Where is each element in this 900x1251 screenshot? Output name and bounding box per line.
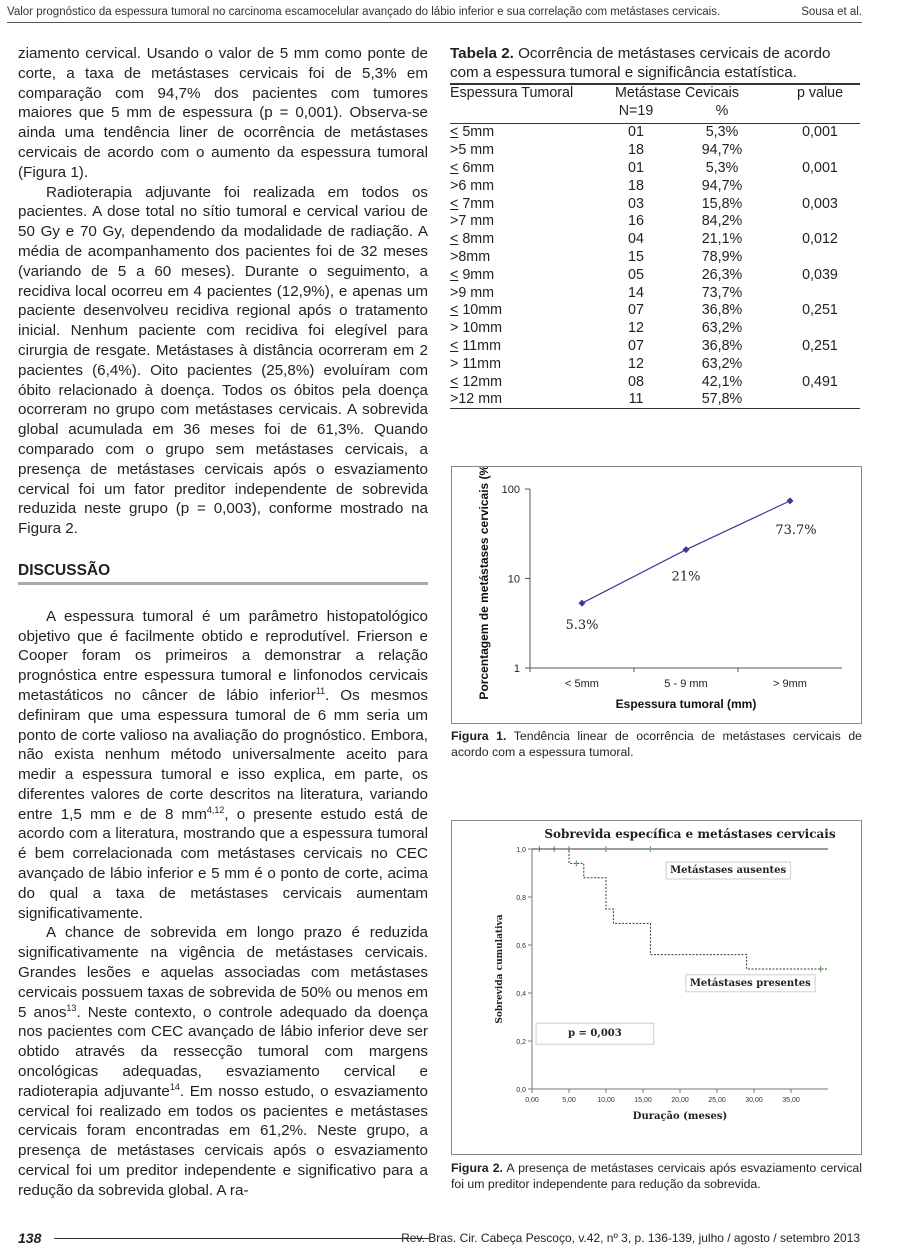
table-cell: 5,3% — [705, 124, 739, 141]
table-cell: 15,8% — [701, 195, 743, 212]
y-tick-label: 0,0 — [516, 1087, 526, 1094]
table-row — [450, 230, 860, 248]
table-2 — [450, 44, 860, 409]
chart-title: Sobrevida específica e metástases cervicais — [544, 827, 836, 841]
table-cell: 18 — [628, 177, 644, 194]
table-cell: 11 — [608, 391, 664, 409]
x-tick-label: 15,00 — [634, 1097, 652, 1104]
table-cell: 07 — [628, 338, 644, 355]
table-cell: 04 — [628, 231, 644, 248]
data-point — [787, 497, 794, 504]
table-cell: 0,251 — [802, 338, 838, 355]
table-cell — [780, 177, 860, 195]
y-tick-label: 0,8 — [516, 895, 526, 902]
column-header: Espessura Tumoral — [450, 85, 574, 101]
table-cell: 0,491 — [802, 373, 838, 390]
x-axis-title: Espessura tumoral (mm) — [615, 697, 757, 711]
table-cell: 08 — [628, 373, 644, 390]
table-cell: >6 mm — [450, 177, 495, 194]
citation-ref: 14 — [169, 1081, 180, 1092]
table-cell: 94,7% — [701, 177, 743, 194]
table-cell: 94,7% — [701, 142, 743, 159]
paragraph: Radioterapia adjuvante foi realizada em todos os pacientes. A dose total no sítio tumoral e cervical variou de 50 Gy e 70 Gy, dependendo da modalidade de radiação. A média de acompanhamento dos pacientes foi de 32 meses (variando de 5 a 60 meses). Durante o seguimento, a recidiva local ocorreu em 4 pacientes (12,9%), e apenas um paciente desenvolveu recidiva regional após o tratamento inicial. Nenhum paciente com recidiva foi elegível para cirurgia de resgate. Metástases à distância ocorreram em 2 pacientes (6,4%). Oito pacientes (25,8%) evoluíram com óbito relacionado à doença. Todos os óbitos pela doença ocorreram no grupo com metástases cervicais. A sobrevida global acumulada em 36 meses foi de 61,3%. Quando comparado com o grupo sem metástases cervicais, a presença de metástases cervicais após o esvaziamento cervical foi um fator preditor independente de sobrevida reduzida neste grupo (p = 0,003), conforme mostrado na Figura 2. — [18, 183, 428, 538]
table-cell: 0,012 — [802, 231, 838, 248]
table-cell: 26,3% — [701, 266, 743, 283]
table-cell: < 8mm — [450, 231, 495, 248]
y-axis-title: Porcentagem de metástases cervicais (% ) — [477, 467, 491, 700]
y-tick-label: 1 — [513, 663, 520, 675]
y-axis-title: Sobrevida cumulativa — [495, 914, 505, 1024]
table-title: Tabela 2. Ocorrência de metástases cervicais de acordo com a espessura tumoral e significância estatística. — [450, 44, 860, 85]
data-point — [579, 600, 586, 607]
x-tick-label: 35,00 — [782, 1097, 800, 1104]
table-cell: 63,2% — [701, 320, 743, 337]
table-cell: 0,001 — [802, 124, 838, 141]
table-cell: 63,2% — [701, 355, 743, 372]
table-cell: 16 — [628, 213, 644, 230]
table-cell — [780, 391, 860, 409]
table-cell — [780, 141, 860, 159]
citation-ref: 11 — [315, 685, 326, 696]
y-tick-label: 0,6 — [516, 943, 526, 950]
data-label: 21% — [671, 569, 701, 585]
table-cell: 0,003 — [802, 195, 838, 212]
x-tick-label: > 9mm — [773, 678, 807, 690]
table-cell: 12 — [628, 320, 644, 337]
table-cell — [780, 284, 860, 302]
paragraph: A chance de sobrevida em longo prazo é reduzida significativamente na vigência de metástases cervicais. Grandes lesões e aquelas associadas com metástases cervicais possuem taxas de sobrevida de 50% ou menos em 5 anos$^{13}$. Neste contexto, o controle adequado da doença nos pacientes com CEC avançado de lábio inferior deve ser obtido através da ressecção tumoral com margens oncológicas adequadas, esvaziamento cervical e radioterapia adjuvante$^{14}$. Em nosso estudo, o esvaziamento cervical foi realizado em todos os pacientes e metástases cervicais foram encontradas em 61,2%. Neste grupo, a presença de metástases cervicais após o esvaziamento cervical foi um preditor independente e significativo para a redução da sobrevida global. A ra- — [18, 924, 428, 1199]
paragraph: A espessura tumoral é um parâmetro histopatológico objetivo que é facilmente obtido e reprodutível. Frierson e Cooper foram os primeiros a demonstrar a relação prognóstica entre espessura tumoral e linfonodos cervicais metastáticos no câncer de lábio inferior$^{11}$. Os mesmos definiram que uma espessura tumoral de 6 mm seria um ponto de corte valioso na avaliação do prognóstico. Embora, não exista nenhum método universalmente aceito para medir a espessura tumoral e isso explica, em parte, os diferentes valores de corte descritos na literatura, variando entre 1,5 mm e de 8 mm$^{4,12}$, o presente estudo está de acordo com a literatura, mostrando que a espessura tumoral é bem correlacionada com metástases cervicais no CEC avançado de lábio inferior e 5 mm é o ponto de corte, acima do qual a taxa de metástases cervicais aumentam significativamente. — [18, 607, 428, 922]
table-cell: 0,251 — [802, 302, 838, 319]
data-table — [450, 85, 860, 409]
y-tick-label: 10 — [507, 573, 520, 586]
x-tick-label: < 5mm — [565, 678, 599, 690]
section-heading: DISCUSSÃO — [18, 561, 428, 585]
table-cell: 5,3% — [705, 160, 739, 177]
table-cell: 36,8% — [701, 302, 743, 319]
table-cell: 0,001 — [802, 160, 838, 177]
table-cell — [780, 319, 860, 337]
x-axis-title: Duração (meses) — [632, 1111, 728, 1122]
table-row — [450, 123, 860, 141]
table-cell: 36,8% — [701, 338, 743, 355]
table-cell: >9 mm — [450, 284, 495, 301]
table-cell: 01 — [628, 124, 644, 141]
table-row — [450, 284, 860, 302]
table-cell: < 6mm — [450, 160, 495, 177]
p-value-annotation: p = 0,003 — [568, 1028, 622, 1040]
table-row — [450, 177, 860, 195]
x-tick-label: 10,00 — [597, 1097, 615, 1104]
header-authors: Sousa et al. — [801, 6, 862, 18]
column-header: p value — [796, 85, 844, 101]
table-cell: 15 — [628, 249, 644, 266]
table-cell: 18 — [628, 142, 644, 159]
table-cell: 05 — [628, 266, 644, 283]
x-tick-label: 25,00 — [708, 1097, 726, 1104]
paragraph: ziamento cervical. Usando o valor de 5 mm como ponte de corte, a taxa de metástases cervicais foi de 5,3% em comparação com 94,7% dos pacientes com tumores maiores que 5 mm de espessura (p = 0,001). Observa-se ainda uma tendência liner de ocorrência de metástases cervicais de acordo com o aumento da espessura tumoral (Figura 1). — [18, 45, 428, 181]
table-cell: 78,9% — [701, 249, 743, 266]
y-tick-label: 100 — [501, 484, 520, 496]
survival-curve-chart — [452, 821, 861, 1154]
citation-ref: 13 — [66, 1002, 77, 1013]
table-cell: >7 mm — [450, 213, 495, 230]
table-row — [450, 159, 860, 177]
thickness-metastasis-chart — [452, 467, 861, 723]
table-row — [450, 337, 860, 355]
table-row — [450, 373, 860, 391]
table-cell: >5 mm — [450, 142, 495, 159]
table-cell: 03 — [628, 195, 644, 212]
table-row — [450, 302, 860, 320]
table-row — [450, 195, 860, 213]
column-header: Metástase Cevicais — [615, 85, 739, 101]
figure-1-caption: Figura 1. Tendência linear de ocorrência de metástases cervicais de acordo com a espessura tumoral. — [451, 729, 863, 759]
table-cell: < 9mm — [450, 266, 495, 283]
left-column — [18, 44, 428, 1201]
table-cell: 42,1% — [701, 373, 743, 390]
y-tick-label: 0,4 — [516, 991, 526, 998]
x-tick-label: 5 - 9 mm — [664, 678, 708, 690]
legend-label: Metástases presentes — [689, 977, 811, 989]
table-row — [450, 141, 860, 159]
table-row — [450, 391, 860, 409]
table-cell: 07 — [628, 302, 644, 319]
column-subheader: N=19 — [608, 103, 664, 123]
x-tick-label: 20,00 — [671, 1097, 689, 1104]
y-tick-label: 0,2 — [516, 1039, 526, 1046]
table-cell — [780, 248, 860, 266]
x-tick-label: 5,00 — [562, 1097, 576, 1104]
table-row — [450, 266, 860, 284]
x-tick-label: 30,00 — [745, 1097, 763, 1104]
header-title: Valor prognóstico da espessura tumoral no carcinoma escamocelular avançado do lábio inferior e sua correlação com metástases cervicais. — [7, 6, 721, 18]
table-row — [450, 355, 860, 373]
y-tick-label: 1,0 — [516, 847, 526, 854]
table-cell: 14 — [628, 284, 644, 301]
data-label: 5.3% — [565, 618, 599, 634]
header-rule — [7, 22, 862, 23]
table-cell: < 12mm — [450, 373, 503, 390]
table-cell: 12 — [628, 355, 644, 372]
figure-2 — [451, 820, 862, 1155]
citation-ref: 4,12 — [206, 804, 225, 815]
legend-label: Metástases ausentes — [670, 865, 787, 876]
table-cell: 0,039 — [802, 266, 838, 283]
table-cell: > 10mm — [450, 320, 503, 337]
page-footer — [18, 1230, 860, 1250]
data-point — [683, 546, 690, 553]
table-row — [450, 213, 860, 231]
column-subheader: % — [664, 103, 780, 123]
table-cell: 57,8% — [664, 391, 780, 409]
table-cell — [780, 213, 860, 231]
table-cell: > 11mm — [450, 355, 501, 372]
figure-1 — [451, 466, 862, 724]
table-cell: < 10mm — [450, 302, 503, 319]
table-cell: 01 — [628, 160, 644, 177]
table-cell: < 11mm — [450, 338, 501, 355]
table-cell: 21,1% — [701, 231, 743, 248]
x-tick-label: 0,00 — [525, 1097, 539, 1104]
footer-rule — [54, 1238, 430, 1239]
table-cell: < 5mm — [450, 124, 495, 141]
table-cell: 73,7% — [701, 284, 743, 301]
table-cell: 84,2% — [701, 213, 743, 230]
table-cell: >8mm — [450, 249, 491, 266]
table-cell — [780, 355, 860, 373]
table-cell: < 7mm — [450, 195, 495, 212]
table-row — [450, 248, 860, 266]
journal-reference: Rev. Bras. Cir. Cabeça Pescoço, v.42, nº 3, p. 136-139, julho / agosto / setembro 2013 — [401, 1231, 860, 1245]
table-cell: >12 mm — [450, 391, 608, 409]
table-row — [450, 319, 860, 337]
figure-2-caption: Figura 2. A presença de metástases cervicais após esvaziamento cervical foi um preditor independente para redução da sobrevida. — [451, 1161, 863, 1191]
page-number: 138 — [18, 1230, 42, 1246]
data-label: 73.7% — [775, 522, 817, 538]
